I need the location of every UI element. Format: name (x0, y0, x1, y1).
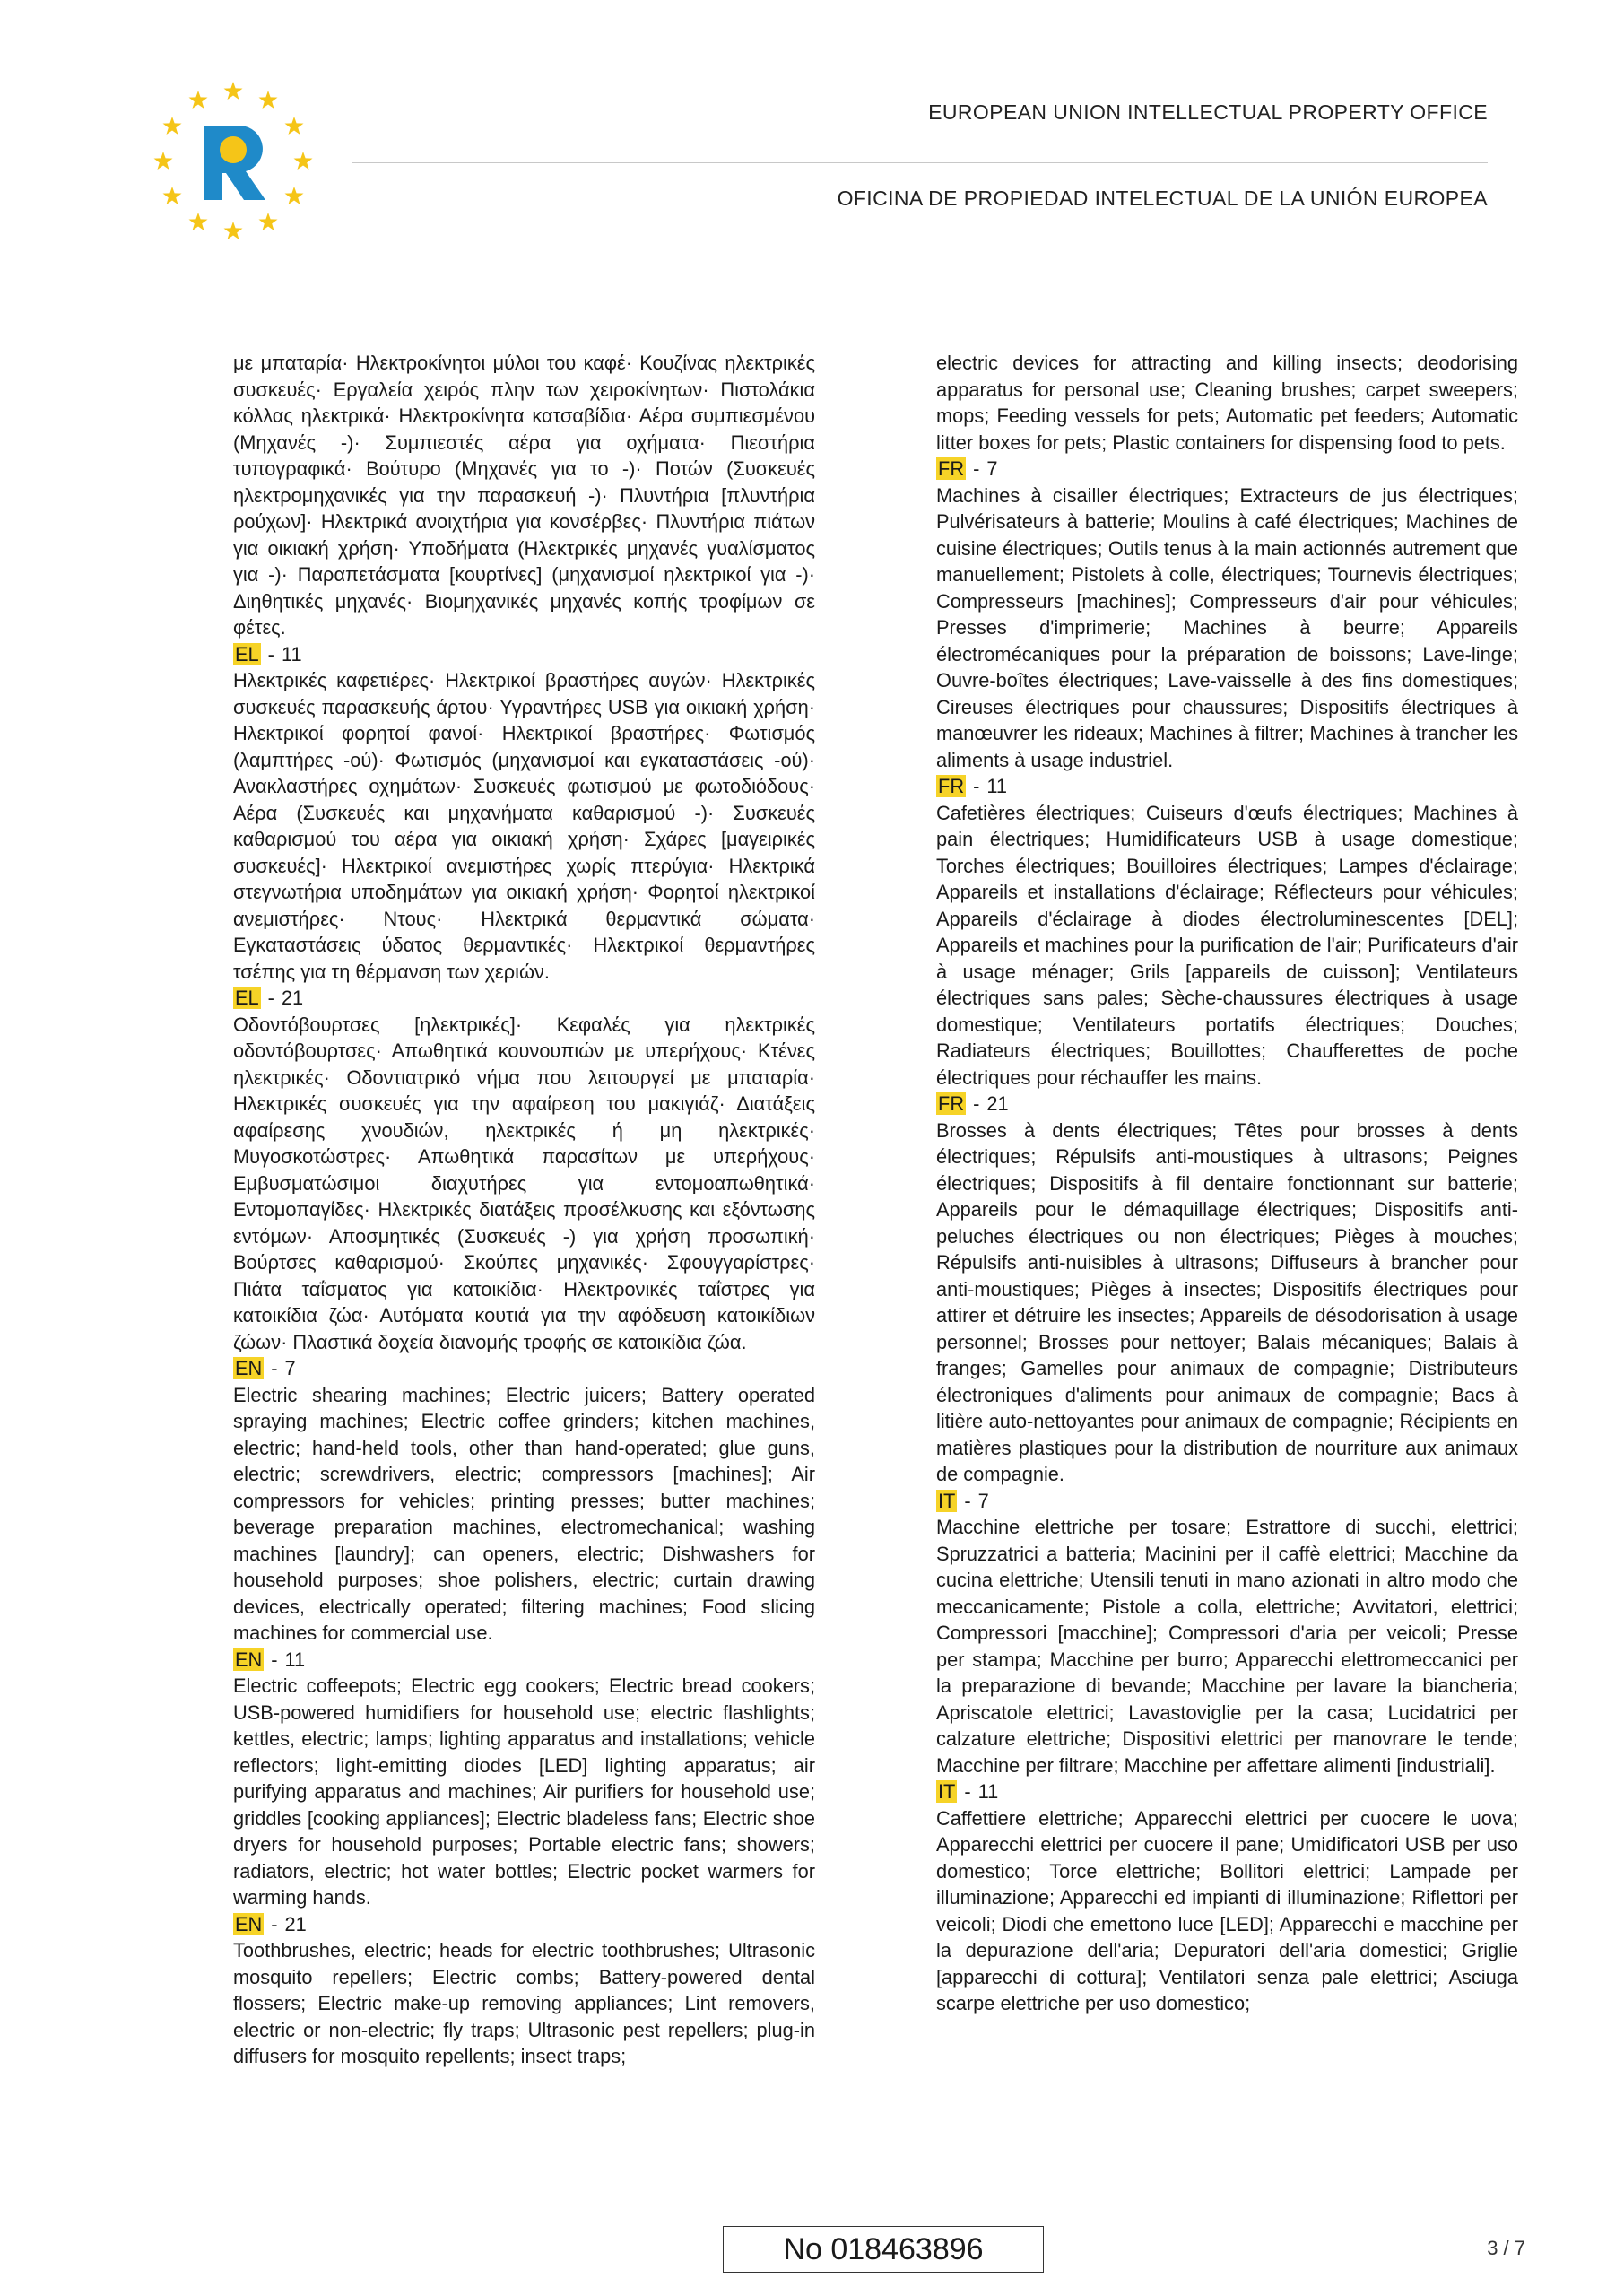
language-code: EL (235, 987, 259, 1009)
class-number: 21 (986, 1092, 1009, 1115)
language-code: EN (235, 1357, 263, 1379)
language-code: EL (235, 642, 259, 665)
class-header: EL - 21 (235, 987, 304, 1009)
class-number: 11 (284, 1648, 306, 1671)
class-header: EN - 21 (235, 1912, 307, 1935)
class-header: FR - 21 (938, 1092, 1009, 1115)
class-number: 11 (977, 1780, 999, 1803)
class-header: EN - 11 (235, 1648, 306, 1671)
class-header: IT - 7 (938, 1489, 989, 1512)
goods-list: Electric shearing machines; Electric juicers; Battery operated spraying machines; Electric coffee grinders; kitchen machines, electric; hand-held tools, other than hand-operated; glue guns, electric; screwdrivers, electric; compressors [machines]; Air compressors for vehicles; printing presses; butter machines; beverage preparation machines, electromechanical; washing machines [laundry]; can openers, electric; Dishwashers for household purposes; shoe polishers, electric; curtain drawing devices, electrically operated; filtering machines; Food slicing machines for commercial use. (233, 1383, 815, 1644)
continued-text: electric devices for attracting and killing insects; deodorising apparatus for personal use; Cleaning brushes; carpet sweepers; mops; Feeding vessels for pets; Automatic pet feeders; Automatic litter boxes for pets; Plastic containers for dispensing food to pets. (936, 352, 1518, 454)
class-number: 21 (281, 987, 304, 1009)
class-number: 11 (281, 642, 302, 665)
language-code: EN (235, 1912, 263, 1935)
goods-list: Brosses à dents électriques; Têtes pour brosses à dents électriques; Répulsifs anti-moustiques à ultrasons; Peignes électriques; Dispositifs à fil dentaire fonctionnant sur batterie; Appareils pour le démaquillage électriques; Dispositifs anti-peluches électriques ou non électriques; Pièges à mouches; Répulsifs anti-nuisibles à ultrasons; Diffuseurs à brancher pour anti-moustiques; Pièges à insectes; Dispositifs électriques pour attirer et détruire les insectes; Appareils de désodorisation à usage personnel; Brosses pour nettoyer; Balais mécaniques; Balais à franges; Gamelles pour animaux de compagnie; Distributeurs électroniques d'aliments pour animaux de compagnie; Bacs à litière auto-nettoyantes pour animaux de compagnie; Récipients en matières plastiques pour la distribution de nourriture aux animaux de compagnie. (936, 1118, 1518, 1485)
language-code: FR (938, 1092, 965, 1115)
goods-list: Cafetières électriques; Cuiseurs d'œufs électriques; Machines à pain électriques; Humidificateurs USB à usage domestique; Torches électriques; Bouilloires électriques; Lampes d'éclairage; Appareils et installations d'éclairage; Réflecteurs pour véhicules; Appareils d'éclairage à diodes électroluminescentes [DEL]; Appareils et machines pour la purification de l'air; Purificateurs d'air à usage ménager; Grils [appareils de cuisson]; Ventilateurs électriques sans pales; Sèche-chaussures électriques à usage domestique; Ventilateurs portatifs électriques; Douches; Radiateurs électriques; Bouillottes; Chaufferettes de poche électriques pour réchauffer les mains. (936, 801, 1518, 1089)
class-header: FR - 7 (938, 457, 998, 480)
goods-list: Toothbrushes, electric; heads for electric toothbrushes; Ultrasonic mosquito repellers; Electric combs; Battery-powered dental flossers; Electric make-up removing appliances; Lint removers, electric or non-electric; fly traps; Ultrasonic pest repellers; plug-in diffusers for mosquito repellents; insect traps; (233, 1939, 815, 2067)
class-header: EN - 7 (235, 1357, 296, 1379)
r-mark-icon (204, 126, 265, 200)
class-number: 7 (284, 1357, 296, 1379)
office-name-en: EUROPEAN UNION INTELLECTUAL PROPERTY OFFICE (928, 100, 1488, 124)
right-column (936, 350, 1518, 2017)
language-code: IT (938, 1780, 956, 1803)
left-column (233, 350, 815, 2070)
language-code: FR (938, 457, 965, 480)
class-number: 11 (986, 775, 1007, 797)
class-header: EL - 11 (235, 642, 302, 665)
goods-list: Οδοντόβουρτσες [ηλεκτρικές]· Κεφαλές για ηλεκτρικές οδοντόβουρτσες· Απωθητικά κουνουπιών με υπερήχους· Κτένες ηλεκτρικές· Οδοντιατρικό νήμα που λειτουργεί με μπαταρία· Ηλεκτρικές συσκευές για την αφαίρεση του μακιγιάζ· Διατάξεις αφαίρεσης χνουδιών, ηλεκτρικές ή μη ηλεκτρικές· Μυγοσκοτώστρες· Απωθητικά παρασίτων με υπερήχους· Εμβυσματώσιμοι διαχυτήρες για εντομοαπωθητικά· Εντομοπαγίδες· Ηλεκτρικές διατάξεις προσέλκυσης και εξόντωσης εντόμων· Αποσμητικές (Συσκευές -) για χρήση προσωπική· Βούρτσες καθαρισμού· Σκούπες μηχανικές· Σφουγγαρίστρες· Πιάτα ταΐσματος για κατοικίδια· Ηλεκτρονικές ταΐστρες για κατοικίδια ζώα· Αυτόματα κουτιά για την αφόδευση κατοικίδιων ζώων· Πλαστικά δοχεία διανομής τροφής σε κατοικίδια ζώα. (233, 1013, 815, 1353)
page-number: 3 / 7 (1487, 2237, 1525, 2259)
language-code: IT (938, 1489, 956, 1512)
goods-list: Electric coffeepots; Electric egg cookers; Electric bread cookers; USB-powered humidifiers for household use; electric flashlights; kettles, electric; lamps; lighting apparatus and installations; vehicle reflectors; light-emitting diodes [LED] lighting apparatus; air purifying apparatus and machines; Air purifiers for household use; griddles [cooking appliances]; Electric bladeless fans; Electric shoe dryers for household purposes; Portable electric fans; showers; radiators, electric; hot water bottles; Electric pocket warmers for warming hands. (233, 1674, 815, 1909)
application-number: No 018463896 (723, 2226, 1044, 2273)
class-number: 7 (986, 457, 998, 480)
header-divider (352, 162, 1488, 163)
class-number: 7 (977, 1489, 989, 1512)
goods-list: Macchine elettriche per tosare; Estrattore di succhi, elettrici; Spruzzatrici a batteria; Macinini per il caffè elettrici; Macchine da cucina elettriche; Utensili tenuti in mano azionati in altro modo che meccanicamente; Pistole a colla, elettriche; Avvitatori, elettrici; Compressori [macchine]; Compressori d'aria per veicoli; Presse per stampa; Macchine per burro; Apparecchi elettromeccanici per la preparazione di bevande; Macchine per lavare la biancheria; Apriscatole elettrici; Lavastoviglie per la casa; Lucidatrici per calzature elettriche; Dispositivi elettrici per manovrare le tende; Macchine per filtrare; Macchine per affettare alimenti [industriali]. (936, 1516, 1518, 1777)
language-code: FR (938, 775, 965, 797)
language-code: EN (235, 1648, 263, 1671)
goods-list: Machines à cisailler électriques; Extracteurs de jus électriques; Pulvérisateurs à batterie; Moulins à café électriques; Machines de cuisine électriques; Outils tenus à la main actionnés autrement que manuellement; Pistolets à colle, électriques; Tournevis électriques; Compresseurs [machines]; Compresseurs d'air pour véhicules; Presses d'imprimerie; Machines à beurre; Appareils électromécaniques pour la préparation de boissons; Lave-linge; Ouvre-boîtes électriques; Lave-vaisselle à des fins domestiques; Cireuses électriques pour chaussures; Dispositifs électriques à manœuvrer les rideaux; Machines à filtrer; Machines à trancher les aliments à usage industriel. (936, 483, 1518, 771)
office-name-es: OFICINA DE PROPIEDAD INTELECTUAL DE LA UNIÓN EUROPEA (837, 187, 1488, 210)
goods-list: Caffettiere elettriche; Apparecchi elettrici per cuocere le uova; Apparecchi elettrici per cuocere il pane; Umidificatori USB per uso domestico; Torce elettriche; Bollitori elettrici; Lampade per illuminazione; Apparecchi ed impianti di illuminazione; Riflettori per veicoli; Diodi che emettono luce [LED]; Apparecchi e macchine per la depurazione dell'aria; Depuratori dell'aria domestici; Griglie [apparecchi di cottura]; Ventilatori senza pale elettrici; Asciuga scarpe elettriche per uso domestico; (936, 1806, 1518, 2014)
class-number: 21 (284, 1912, 307, 1935)
euipo-logo (151, 79, 316, 244)
class-header: FR - 11 (938, 775, 1007, 797)
goods-list: Ηλεκτρικές καφετιέρες· Ηλεκτρικοί βραστήρες αυγών· Ηλεκτρικές συσκευές παρασκευής άρτου· Υγραντήρες USB για οικιακή χρήση· Ηλεκτρικοί φορητοί φανοί· Ηλεκτρικοί βραστήρες· Φωτισμός (λαμπτήρες -ού)· Φωτισμός (μηχανισμοί και εγκαταστάσεις -ού)· Ανακλαστήρες οχημάτων· Συσκευές φωτισμού με φωτοδιόδους· Αέρα (Συσκευές και μηχανήματα καθαρισμού -)· Συσκευές καθαρισμού του αέρα για οικιακή χρήση· Σχάρες [μαγειρικές συσκευές]· Ηλεκτρικοί ανεμιστήρες χωρίς πτερύγια· Ηλεκτρικά στεγνωτήρια υποδημάτων για οικιακή χρήση· Φορητοί ηλεκτρικοί ανεμιστήρες· Ντους· Ηλεκτρικά θερμαντικά σώματα· Εγκαταστάσεις ύδατος θερμαντικές· Ηλεκτρικοί θερμαντήρες τσέπης για τη θέρμανση των χεριών. (233, 669, 815, 983)
continued-text: με μπαταρία· Ηλεκτροκίνητοι μύλοι του καφέ· Κουζίνας ηλεκτρικές συσκευές· Εργαλεία χειρός πλην των χειροκίνητων· Πιστολάκια κόλλας ηλεκτρικά· Ηλεκτροκίνητα κατσαβίδια· Αέρα συμπιεσμένου (Μηχανές -)· Συμπιεστές αέρα για οχήματα· Πιεστήρια τυπογραφικά· Βούτυρο (Μηχανές για το -)· Ποτών (Συσκευές ηλεκτρομηχανικές για την παρασκευή -)· Πλυντήρια [πλυντήρια ρούχων]· Ηλεκτρικά ανοιχτήρια για κονσέρβες· Πλυντήρια πιάτων για οικιακή χρήση· Υποδήματα (Ηλεκτρικές μηχανές γυαλίσματος για -)· Παραπετάσματα [κουρτίνες] (μηχανισμοί ηλεκτρικοί για -)· Διηθητικές μηχανές· Βιομηχανικές μηχανές κοπής τροφίμων σε φέτες. (233, 352, 815, 639)
class-header: IT - 11 (938, 1780, 999, 1803)
